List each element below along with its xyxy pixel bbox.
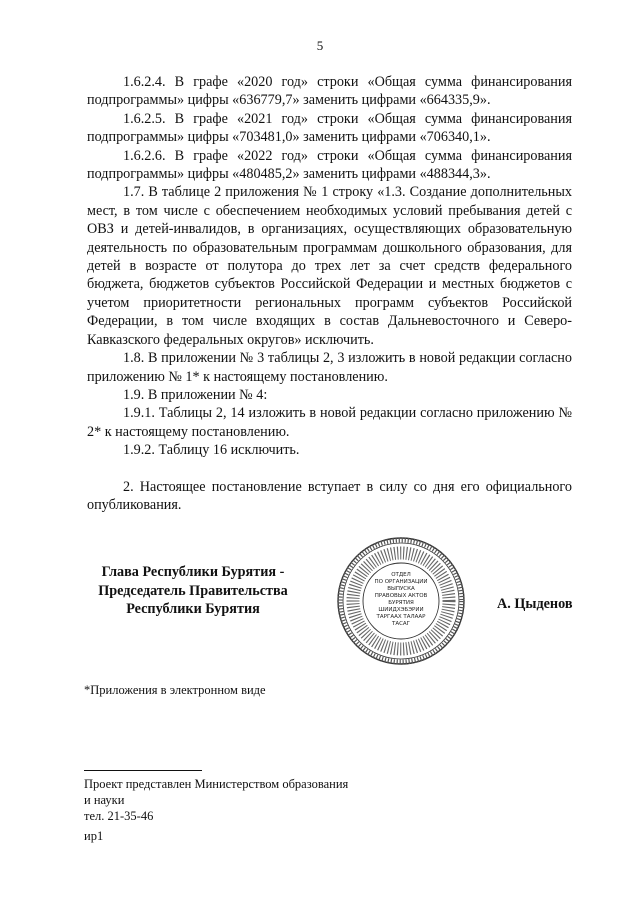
signatory-title <box>78 563 308 619</box>
seal-text: ШИИДХЭБЭРИИ <box>378 607 424 613</box>
signatory-title-line: Глава Республики Бурятия - <box>101 564 285 580</box>
seal-text: ПО ОРГАНИЗАЦИИ <box>374 579 428 585</box>
paragraph-1-6-2-6: 1.6.2.6. В графе «2022 год» строки «Общая сумма финансирования подпрограммы» цифры «480485,2» заменить цифрами «488344,3». <box>87 147 572 183</box>
paragraph-2: 2. Настоящее постановление вступает в силу со дня его официального опубликования. <box>87 478 572 513</box>
paragraph-1-9-1: 1.9.1. Таблицы 2, 14 изложить в новой редакции согласно приложению № 2* к настоящему постановлению. <box>87 405 572 440</box>
paragraph-1-6-2-4: 1.6.2.4. В графе «2020 год» строки «Общая сумма финансирования подпрограммы» цифры «636779,7» заменить цифрами «664335,9». <box>87 74 572 109</box>
signatory-title-line: Председатель Правительства <box>98 582 288 599</box>
footer-line: Проект представлен Министерством образования <box>84 777 349 791</box>
seal-text: ТАСАГ <box>391 621 411 627</box>
footer-line: и науки <box>84 793 125 807</box>
seal-text: ПРАВОВЫХ АКТОВ <box>374 593 428 599</box>
signatory-title-line: Республики Бурятия <box>126 601 260 617</box>
footer-prepared-by <box>84 776 348 824</box>
seal-text: ОТДЕЛ <box>391 572 411 578</box>
footer-code: ир1 <box>84 829 104 843</box>
seal-text: ВЫПУСКА <box>387 586 415 592</box>
paragraph-1-8: 1.8. В приложении № 3 таблицы 2, 3 изложить в новой редакции согласно приложению № 1* к настоящему постановлению. <box>87 350 572 385</box>
paragraph-1-7: 1.7. В таблице 2 приложения № 1 строку «1.3. Создание дополнительных мест, в том числе с обеспечением необходимых условий пребывания детей с ОВЗ и детей-инвалидов, в организациях, осуществляющих образовательную деятельность по образовательным программам дошкольного образования, для детей в возрасте от полутора до трех лет за счет средств федерального бюджета, бюджетов субъектов Российской Федерации и местных бюджетов с учетом приоритетности региональных программ субъектов Российской Федерации, в том числе входящих в состав Дальневосточного и Северо-Кавказского федеральных округов» исключить. <box>87 184 572 348</box>
footer-divider <box>84 770 202 771</box>
footnote-appendices: *Приложения в электронном виде <box>84 683 266 697</box>
footer-phone: тел. 21-35-46 <box>84 809 154 823</box>
paragraph-1-9: 1.9. В приложении № 4: <box>123 386 268 403</box>
document-body <box>87 73 572 514</box>
page-number: 5 <box>316 38 324 53</box>
signatory-name: А. Цыденов <box>497 596 573 612</box>
paragraph-1-6-2-5: 1.6.2.5. В графе «2021 год» строки «Общая сумма финансирования подпрограммы» цифры «703481,0» заменить цифрами «706340,1». <box>87 110 572 146</box>
paragraph-1-9-2: 1.9.2. Таблицу 16 исключить. <box>123 442 300 459</box>
seal-text: БУРЯТИЯ <box>388 600 414 606</box>
seal-text: ТАРГААХ ТАЛААР <box>376 614 426 620</box>
official-seal <box>335 535 467 667</box>
